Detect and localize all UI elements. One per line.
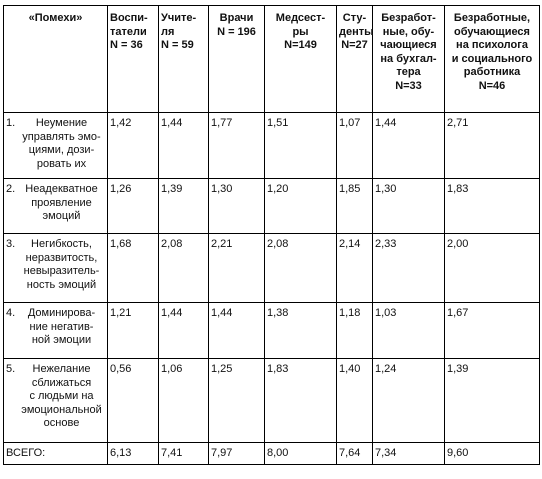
total-row [4,443,540,465]
table-cell: 1,83 [265,359,337,443]
row-label-cell: 1. Неумение управлять эмо- циями, дози- ровать их [4,113,108,179]
table-row [4,113,540,179]
table-cell: 1,44 [373,113,445,179]
table-cell: 7,97 [209,443,265,465]
data-table [3,5,540,465]
table-cell: 1,83 [445,179,540,234]
table-cell: 1,06 [159,359,209,443]
table-row [4,179,540,234]
table-cell: 0,56 [108,359,159,443]
header-cell-unemployed-accountants: Безработ- ные, обу- чающиеся на бухгал- тера N=33 [373,6,445,113]
table-cell: 1,20 [265,179,337,234]
header-cell-unemployed-psychologists: Безработные, обучающиеся на психолога и социального работника N=46 [445,6,540,113]
table-cell: 1,44 [159,113,209,179]
table-cell: 1,39 [159,179,209,234]
header-cell-teachers: Учите- ля N = 59 [159,6,209,113]
table-cell: 8,00 [265,443,337,465]
table-cell: 1,30 [373,179,445,234]
table-row [4,359,540,443]
table-cell: 1,51 [265,113,337,179]
table-row [4,234,540,303]
row-label-cell: 4. Доминирова- ние негатив- ной эмоции [4,303,108,359]
table-cell: 1,07 [337,113,373,179]
table-cell: 1,24 [373,359,445,443]
table-cell: 2,33 [373,234,445,303]
table-cell: 9,60 [445,443,540,465]
table-cell: 7,34 [373,443,445,465]
table-cell: 2,08 [265,234,337,303]
table-cell: 1,03 [373,303,445,359]
header-cell-nurses: Медсест- ры N=149 [265,6,337,113]
table-cell: 1,85 [337,179,373,234]
header-cell-educators: Воспи- татели N = 36 [108,6,159,113]
row-label-cell: 2. Неадекватное проявление эмоций [4,179,108,234]
table-cell: 2,08 [159,234,209,303]
table-cell: 2,14 [337,234,373,303]
table-cell: 1,18 [337,303,373,359]
table-cell: 1,21 [108,303,159,359]
table-cell: 1,67 [445,303,540,359]
table-cell: 1,38 [265,303,337,359]
table-cell: 1,44 [159,303,209,359]
table-row [4,303,540,359]
header-cell-doctors: Врачи N = 196 [209,6,265,113]
table-cell: 1,30 [209,179,265,234]
table-cell: 1,39 [445,359,540,443]
row-label-cell: 3. Негибкость, неразвитость, невыразитель- ность эмоций [4,234,108,303]
header-row [4,6,540,113]
table-cell: 1,44 [209,303,265,359]
table-cell: 1,26 [108,179,159,234]
table-cell: 1,77 [209,113,265,179]
table-cell: 1,42 [108,113,159,179]
header-cell-students: Сту- денты N=27 [337,6,373,113]
row-label-cell: 5. Нежелание сближаться с людьми на эмоциональной основе [4,359,108,443]
table-cell: 1,40 [337,359,373,443]
table-cell: 6,13 [108,443,159,465]
table-cell: 7,41 [159,443,209,465]
table-cell: 2,21 [209,234,265,303]
table-cell: 7,64 [337,443,373,465]
table-cell: 1,68 [108,234,159,303]
header-cell-interference: «Помехи» [4,6,108,113]
table-cell: 2,71 [445,113,540,179]
total-label: ВСЕГО: [4,443,108,465]
table-cell: 1,25 [209,359,265,443]
table-cell: 2,00 [445,234,540,303]
